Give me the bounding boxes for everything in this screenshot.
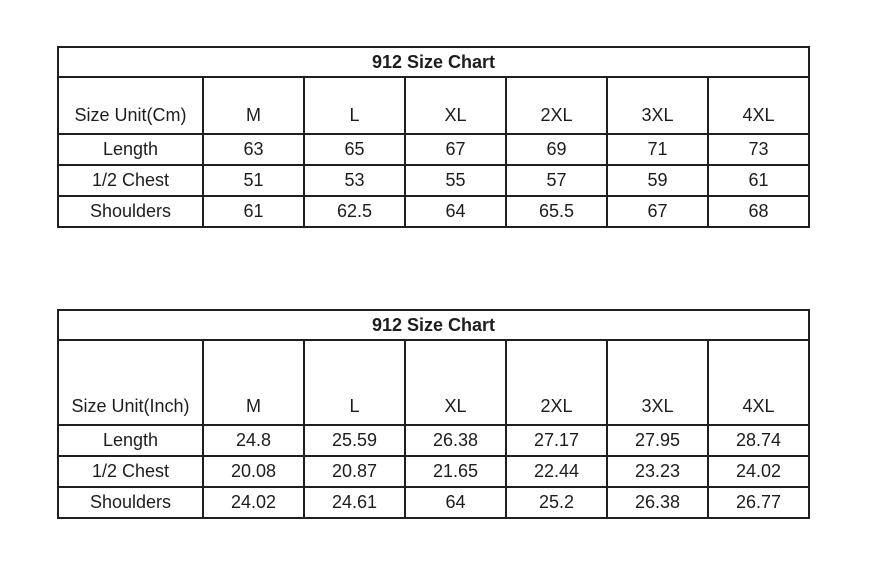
size-col-header: XL [405, 77, 506, 134]
cell-value: 24.02 [203, 487, 304, 518]
table-row [58, 77, 809, 134]
table-row [58, 456, 809, 487]
cell-value: 22.44 [506, 456, 607, 487]
table-row [58, 487, 809, 518]
cell-value: 62.5 [304, 196, 405, 227]
cell-value: 20.08 [203, 456, 304, 487]
cell-value: 57 [506, 165, 607, 196]
cell-value: 24.8 [203, 425, 304, 456]
cell-value: 64 [405, 487, 506, 518]
row-label: 1/2 Chest [58, 456, 203, 487]
cell-value: 68 [708, 196, 809, 227]
cell-value: 73 [708, 134, 809, 165]
cell-value: 65.5 [506, 196, 607, 227]
cell-value: 65 [304, 134, 405, 165]
row-label: Length [58, 425, 203, 456]
cell-value: 25.2 [506, 487, 607, 518]
cell-value: 55 [405, 165, 506, 196]
size-col-header: 2XL [506, 340, 607, 425]
cell-value: 28.74 [708, 425, 809, 456]
cell-value: 59 [607, 165, 708, 196]
size-chart-inch-block [57, 309, 810, 519]
cell-value: 26.77 [708, 487, 809, 518]
cell-value: 27.17 [506, 425, 607, 456]
table-row [58, 340, 809, 425]
cell-value: 25.59 [304, 425, 405, 456]
cell-value: 61 [708, 165, 809, 196]
size-col-header: XL [405, 340, 506, 425]
size-col-header: 3XL [607, 77, 708, 134]
size-col-header: M [203, 77, 304, 134]
cell-value: 67 [405, 134, 506, 165]
cell-value: 67 [607, 196, 708, 227]
size-col-header: 4XL [708, 77, 809, 134]
size-chart-cm-block [57, 46, 810, 228]
table-row [58, 425, 809, 456]
row-label: 1/2 Chest [58, 165, 203, 196]
size-col-header: 4XL [708, 340, 809, 425]
cell-value: 27.95 [607, 425, 708, 456]
cell-value: 53 [304, 165, 405, 196]
cell-value: 71 [607, 134, 708, 165]
table-title: 912 Size Chart [58, 310, 809, 340]
cell-value: 20.87 [304, 456, 405, 487]
unit-label: Size Unit(Cm) [58, 77, 203, 134]
table-row [58, 165, 809, 196]
size-col-header: M [203, 340, 304, 425]
cell-value: 61 [203, 196, 304, 227]
cell-value: 21.65 [405, 456, 506, 487]
cell-value: 23.23 [607, 456, 708, 487]
row-label: Shoulders [58, 487, 203, 518]
size-chart-cm-table [57, 46, 810, 228]
table-row [58, 47, 809, 77]
row-label: Length [58, 134, 203, 165]
table-row [58, 134, 809, 165]
size-chart-inch-table [57, 309, 810, 519]
cell-value: 24.02 [708, 456, 809, 487]
cell-value: 64 [405, 196, 506, 227]
size-col-header: L [304, 340, 405, 425]
size-col-header: L [304, 77, 405, 134]
cell-value: 51 [203, 165, 304, 196]
cell-value: 26.38 [405, 425, 506, 456]
cell-value: 26.38 [607, 487, 708, 518]
size-col-header: 3XL [607, 340, 708, 425]
table-row [58, 310, 809, 340]
cell-value: 69 [506, 134, 607, 165]
cell-value: 63 [203, 134, 304, 165]
table-title: 912 Size Chart [58, 47, 809, 77]
table-row [58, 196, 809, 227]
size-col-header: 2XL [506, 77, 607, 134]
unit-label: Size Unit(Inch) [58, 340, 203, 425]
cell-value: 24.61 [304, 487, 405, 518]
row-label: Shoulders [58, 196, 203, 227]
